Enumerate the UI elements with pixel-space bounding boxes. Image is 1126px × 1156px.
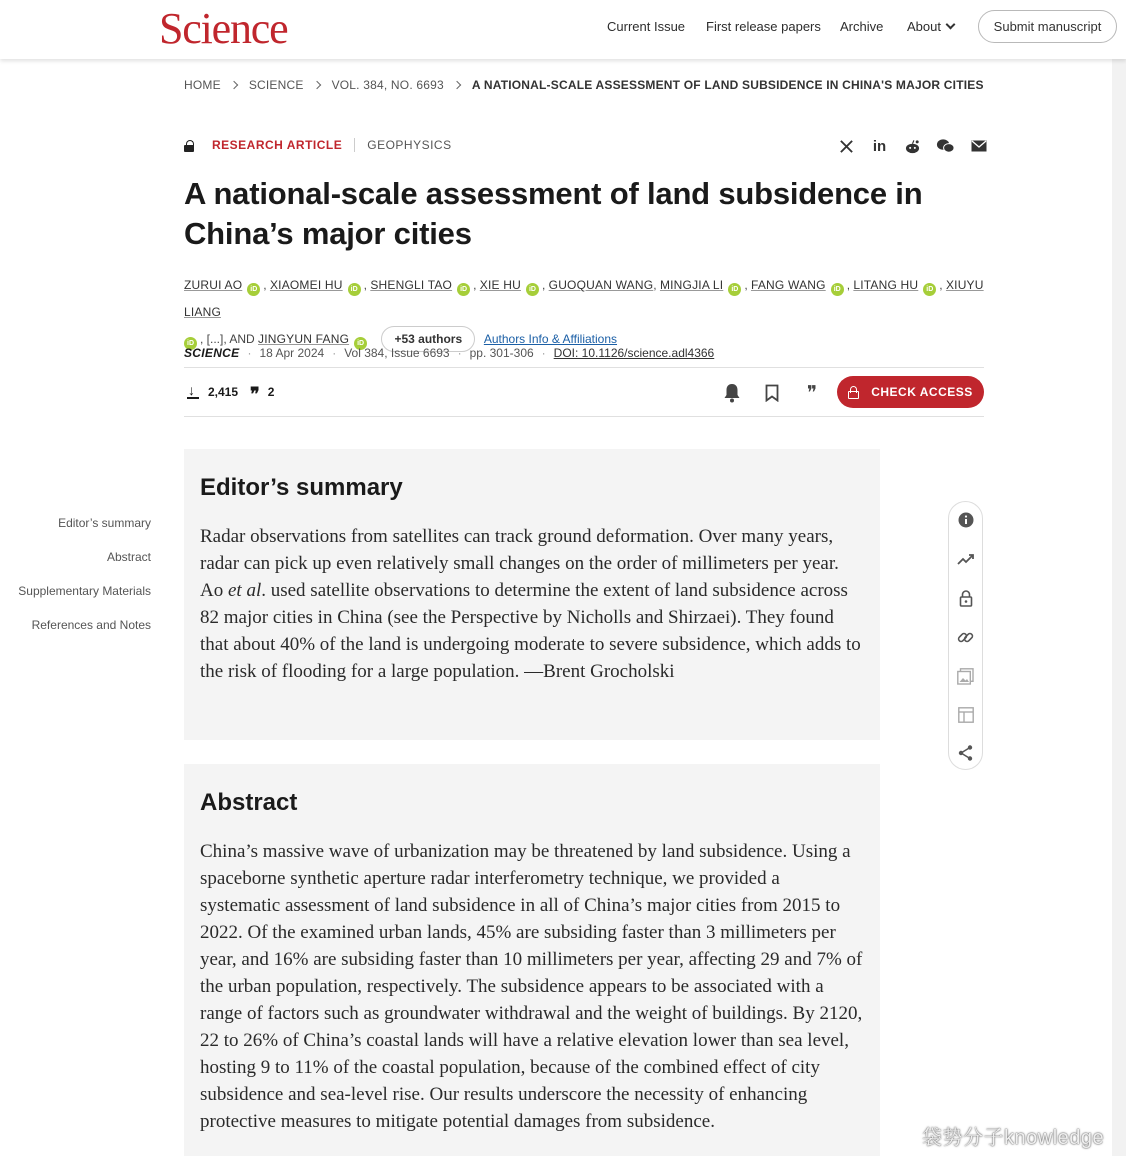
downloads-count: 2,415 [208, 385, 239, 399]
lock-icon [184, 140, 194, 152]
lock-icon [848, 386, 859, 399]
author-link[interactable]: FANG WANG [750, 278, 826, 292]
scrollbar-track[interactable] [1112, 59, 1126, 1156]
author-link[interactable]: XIUYU LIANG [184, 278, 984, 319]
publication-info: SCIENCE · 18 Apr 2024 · Vol 384, Issue 6693 · pp. 301-306 · DOI: 10.1126/science.adl4366 [184, 346, 715, 360]
breadcrumb-volume[interactable]: VOL. 384, NO. 6693 [331, 78, 444, 92]
breadcrumb-home[interactable]: HOME [184, 78, 221, 92]
article-type: RESEARCH ARTICLE [212, 138, 355, 152]
editors-summary-text: Radar observations from satellites can track ground deformation. Over many years, radar can pick up even relatively small changes on the order of millimeters per year. Ao et al. used satellite observations to determine the extent of land subsidence across 82 major cities in China (see the Perspective by Nicholls and Shirzaei). They found that about 40% of the land is undergoing moderate to severe subsidence, which adds to the risk of flooding for a large population. —Brent Grocholski [200, 526, 861, 682]
bookmark-icon[interactable] [761, 382, 783, 404]
nav-first-release-papers[interactable]: First release papers [706, 19, 821, 34]
nav-about-label: About [907, 19, 941, 34]
article-meta [184, 138, 452, 152]
email-icon[interactable] [962, 136, 995, 156]
orcid-icon[interactable]: iD [923, 283, 936, 296]
pub-pages: pp. 301-306 [469, 346, 534, 360]
check-access-button[interactable] [837, 376, 984, 408]
download-icon [186, 385, 200, 399]
site-header [0, 0, 1126, 59]
breadcrumb [184, 78, 984, 92]
orcid-icon[interactable]: iD [184, 337, 197, 350]
access-lock-icon[interactable] [949, 587, 982, 609]
share-bar [830, 136, 995, 156]
journal-name: SCIENCE [184, 346, 240, 360]
x-twitter-icon[interactable] [830, 136, 863, 156]
breadcrumb-science[interactable]: SCIENCE [248, 78, 304, 92]
figures-icon[interactable] [949, 665, 982, 687]
quote-icon: ❞ [250, 384, 260, 405]
author-ellipsis: [...], AND [206, 332, 255, 346]
more-authors-button[interactable]: +53 authors [381, 326, 475, 352]
watermark-text: 袋势分子knowledge [922, 1127, 1105, 1149]
metrics-bar [184, 367, 984, 417]
chevron-right-icon [453, 81, 461, 89]
info-icon[interactable] [949, 509, 982, 531]
nav-current-issue[interactable]: Current Issue [607, 19, 686, 34]
breadcrumb-current: A NATIONAL-SCALE ASSESSMENT OF LAND SUBSIDENCE IN CHINA'S MAJOR CITIES [471, 78, 984, 92]
editors-summary-section [184, 449, 880, 740]
chevron-right-icon [312, 81, 320, 89]
chevron-down-icon [946, 20, 956, 30]
author-list: ZURUI AO iD , XIAOMEI HU iD , SHENGLI TAO iD , XIE HU iD , GUOQUAN WANG, MINGJIA LI iD , FANG WANG iD , LITANG HU iD , XIUYU LIANG iD , [...], AND JINGYUN FANG iD +53 authors Authors Info & Affiliations [184, 272, 984, 353]
author-link[interactable]: ZURUI AO [184, 278, 243, 292]
author-link[interactable]: XIAOMEI HU [269, 278, 343, 292]
nav-about[interactable] [907, 19, 954, 34]
abstract-section [184, 764, 880, 1156]
orcid-icon[interactable]: iD [354, 337, 367, 350]
author-link[interactable]: GUOQUAN WANG [548, 278, 654, 292]
nav-archive[interactable]: Archive [840, 19, 884, 34]
toc-references[interactable]: References and Notes [31, 618, 151, 632]
toc-editors-summary[interactable]: Editor’s summary [58, 516, 151, 530]
submit-manuscript-button[interactable]: Submit manuscript [978, 10, 1117, 43]
science-logo[interactable]: Science [159, 4, 288, 53]
author-link[interactable]: SHENGLI TAO [370, 278, 453, 292]
bell-icon[interactable] [721, 382, 743, 404]
orcid-icon[interactable]: iD [348, 283, 361, 296]
article-topic[interactable]: GEOPHYSICS [367, 138, 452, 152]
linkedin-icon[interactable]: in [872, 137, 887, 155]
citations-count: 2 [267, 385, 275, 399]
pub-date: 18 Apr 2024 [259, 346, 325, 360]
metrics-trend-icon[interactable] [949, 548, 982, 570]
link-icon[interactable] [949, 626, 982, 648]
doi-link[interactable]: DOI: 10.1126/science.adl4366 [553, 346, 715, 360]
article-tools [948, 501, 983, 770]
orcid-icon[interactable]: iD [247, 283, 260, 296]
author-link[interactable]: JINGYUN FANG [258, 332, 350, 346]
citations-metric[interactable] [250, 384, 275, 405]
check-access-label: CHECK ACCESS [871, 385, 973, 399]
abstract-text: China’s massive wave of urbanization may be threatened by land subsidence. Using a spaceborne synthetic aperture radar interferometry technique, we provided a systematic assessment of land subsidence in all of China’s major cities from 2015 to 2022. Of the examined urban lands, 45% are subsiding faster than 3 millimeters per year, and 16% are subsiding faster than 10 millimeters per year, affecting 29 and 7% of the urban population, respectively. The subsidence appears to be associated with a range of factors such as groundwater withdrawal and the weight of buildings. By 2120, 22 to 26% of China’s coastal lands will have a relative elevation lower than sea level, hosting 9 to 11% of the coastal population, because of the combined effect of city subsidence and sea-level rise. Our results underscore the necessity of enhancing protective measures to mitigate potential damages from subsidence. [200, 841, 863, 1132]
chevron-right-icon [230, 81, 238, 89]
author-link[interactable]: MINGJIA LI [659, 278, 724, 292]
orcid-icon[interactable]: iD [457, 283, 470, 296]
toc-supplementary[interactable]: Supplementary Materials [18, 584, 151, 598]
author-link[interactable]: XIE HU [479, 278, 521, 292]
article-title: A national-scale assessment of land subsidence in China’s major cities [184, 176, 923, 251]
author-link[interactable]: LITANG HU [853, 278, 919, 292]
pub-volume: Vol 384, Issue 6693 [344, 346, 450, 360]
orcid-icon[interactable]: iD [831, 283, 844, 296]
wechat-icon[interactable] [929, 136, 962, 156]
reddit-icon[interactable] [896, 136, 929, 156]
affiliations-link[interactable]: Authors Info & Affiliations [483, 332, 618, 346]
cite-icon[interactable]: ❞ [806, 382, 818, 404]
orcid-icon[interactable]: iD [728, 283, 741, 296]
orcid-icon[interactable]: iD [526, 283, 539, 296]
section-heading: Editor’s summary [200, 474, 403, 501]
toc-abstract[interactable]: Abstract [106, 550, 151, 564]
tables-icon[interactable] [949, 704, 982, 726]
section-nav [18, 516, 151, 652]
share-icon[interactable] [949, 742, 982, 764]
section-heading: Abstract [200, 789, 298, 816]
downloads-metric[interactable] [186, 385, 238, 399]
